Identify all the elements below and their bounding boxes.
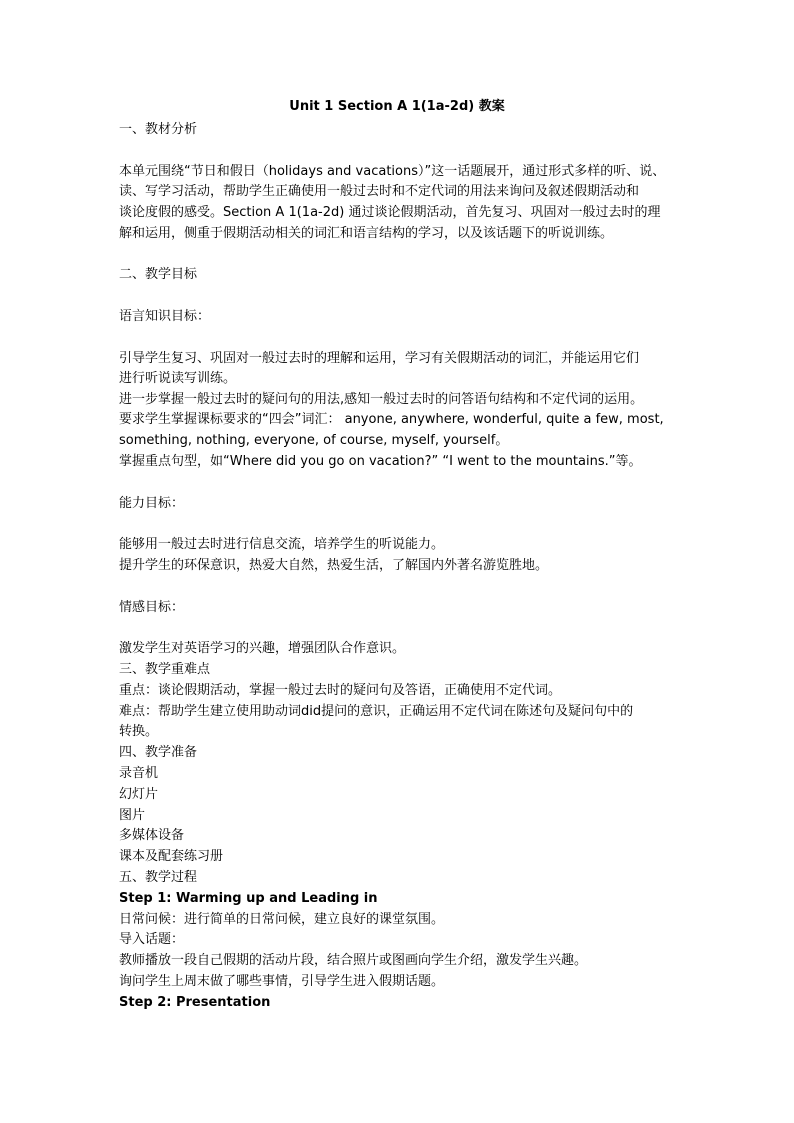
text-line: something, nothing, everyone, of course, myself, yourself。	[119, 433, 509, 448]
text-line: 掌握重点句型，如“Where did you go on vacation?” “I went to the mountains.”等。	[119, 454, 642, 469]
text-line: 情感目标：	[119, 600, 185, 615]
text-line: 要求学生掌握课标要求的“四会”词汇： anyone, anywhere, wonderful, quite a few, most,	[119, 412, 664, 427]
text-line: Step 2: Presentation	[119, 995, 271, 1010]
text-line: 五、教学过程	[119, 870, 198, 885]
text-line: 读、写学习活动，帮助学生正确使用一般过去时和不定代词的用法来询问及叙述假期活动和	[119, 184, 640, 199]
text-line: 幻灯片	[119, 787, 159, 802]
text-line: 课本及配套练习册	[119, 849, 224, 864]
text-line: 教师播放一段自己假期的活动片段，结合照片或图画向学生介绍，激发学生兴趣。	[119, 953, 588, 968]
text-line: 进行听说读写训练。	[119, 371, 237, 386]
document-title: Unit 1 Section A 1(1a-2d) 教案	[289, 99, 505, 114]
text-line: 解和运用，侧重于假期活动相关的词汇和语言结构的学习，以及该话题下的听说训练。	[119, 226, 614, 241]
text-line: 导入话题：	[119, 932, 185, 947]
text-line: 一、教材分析	[119, 122, 198, 137]
text-line: 重点：谈论假期活动，掌握一般过去时的疑问句及答语，正确使用不定代词。	[119, 683, 562, 698]
text-line: 谈论度假的感受。Section A 1(1a-2d) 通过谈论假期活动，首先复习、巩固对一般过去时的理	[119, 205, 661, 220]
text-line: 激发学生对英语学习的兴趣，增强团队合作意识。	[119, 641, 406, 656]
text-line: 能够用一般过去时进行信息交流，培养学生的听说能力。	[119, 537, 445, 552]
text-line: 进一步掌握一般过去时的疑问句的用法,感知一般过去时的问答语句结构和不定代词的运用。	[119, 392, 644, 407]
text-line: 日常问候：进行简单的日常问候，建立良好的课堂氛围。	[119, 912, 445, 927]
text-line: 图片	[119, 808, 146, 823]
text-line: 三、教学重难点	[119, 662, 211, 677]
text-line: 难点：帮助学生建立使用助动词did提问的意识，正确运用不定代词在陈述句及疑问句中的	[119, 704, 634, 719]
text-line: 询问学生上周末做了哪些事情，引导学生进入假期话题。	[119, 974, 445, 989]
text-line: 引导学生复习、巩固对一般过去时的理解和运用，学习有关假期活动的词汇，并能运用它们	[119, 351, 640, 366]
text-line: 能力目标：	[119, 496, 185, 511]
text-line: Step 1: Warming up and Leading in	[119, 891, 378, 906]
text-line: 转换。	[119, 724, 159, 739]
text-line: 二、教学目标	[119, 267, 198, 282]
text-line: 多媒体设备	[119, 828, 185, 843]
text-line: 语言知识目标：	[119, 309, 211, 324]
text-line: 录音机	[119, 766, 159, 781]
text-line: 本单元围绕“节日和假日（holidays and vacations）”这一话题展开，通过形式多样的听、说、	[119, 164, 666, 179]
text-line: 四、教学准备	[119, 745, 198, 760]
text-line: 提升学生的环保意识，热爱大自然，热爱生活，了解国内外著名游览胜地。	[119, 558, 549, 573]
